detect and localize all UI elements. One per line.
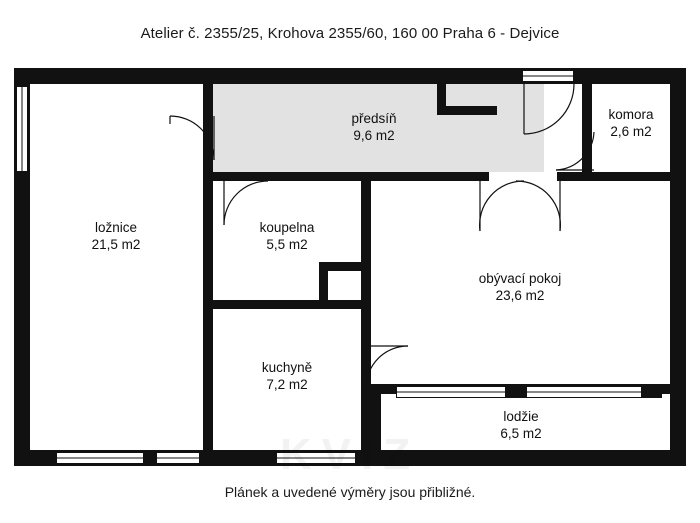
room-name-koupelna: koupelna	[259, 220, 315, 235]
wall-jamb-komora-door	[557, 172, 567, 181]
wall-lodzie-left	[371, 384, 381, 466]
wall-jamb-predsin-left	[213, 172, 223, 181]
window-predsin-top	[522, 70, 574, 82]
room-name-obyvaci-pokoj: obývací pokoj	[478, 271, 562, 286]
room-label-predsin	[294, 110, 454, 144]
room-area-obyvaci-pokoj: 23,6 m2	[495, 288, 545, 303]
wall-right-outer	[670, 68, 686, 466]
window-obyvaci-pokoj-2	[526, 386, 642, 398]
wall-vertical-koupelna-right	[361, 172, 371, 466]
footnote-text: Plánek a uvedené výměry jsou přibližné.	[224, 484, 476, 500]
room-label-komora	[591, 106, 671, 140]
room-area-predsin: 9,6 m2	[353, 128, 395, 143]
wall-lodzie-post-1	[506, 384, 526, 398]
wall-predsin-bottom-right2	[565, 172, 670, 181]
wall-koupelna-kuchyne	[213, 300, 371, 309]
door-obyvaci-pokoj-double	[472, 181, 568, 235]
floorplan-drawing	[14, 62, 686, 472]
door-kuchyne	[364, 344, 414, 394]
window-kuchyne-bottom	[276, 452, 356, 464]
room-area-lodzie: 6,5 m2	[500, 426, 542, 441]
room-name-loznice: ložnice	[94, 220, 138, 235]
window-loznice-bottom-2	[156, 452, 200, 464]
room-label-loznice	[38, 219, 194, 253]
page-title: Atelier č. 2355/25, Krohova 2355/60, 160 00 Praha 6 - Dejvice	[140, 25, 560, 42]
window-loznice-bottom-1	[56, 452, 144, 464]
wall-niche-horizontal	[319, 262, 371, 271]
room-label-kuchyne	[212, 359, 362, 393]
room-label-lodzie	[451, 408, 591, 442]
room-label-koupelna	[212, 219, 362, 253]
wall-top-outer	[14, 68, 686, 84]
room-name-lodzie: lodžie	[503, 409, 539, 424]
wall-predsin-bottom-left	[213, 172, 371, 181]
room-area-kuchyne: 7,2 m2	[266, 377, 308, 392]
room-area-loznice: 21,5 m2	[91, 237, 141, 252]
room-area-koupelna: 5,5 m2	[266, 237, 308, 252]
room-name-predsin: předsíň	[351, 111, 397, 126]
room-label-obyvaci-pokoj	[420, 270, 620, 304]
window-loznice-left	[16, 86, 28, 172]
door-entry	[520, 82, 576, 138]
wall-lodzie-post-2	[642, 384, 662, 398]
room-name-kuchyne: kuchyně	[261, 360, 313, 375]
wall-predsin-bottom-right	[371, 172, 489, 181]
room-area-komora: 2,6 m2	[610, 124, 652, 139]
door-loznice	[166, 114, 218, 166]
room-name-komora: komora	[608, 107, 654, 122]
